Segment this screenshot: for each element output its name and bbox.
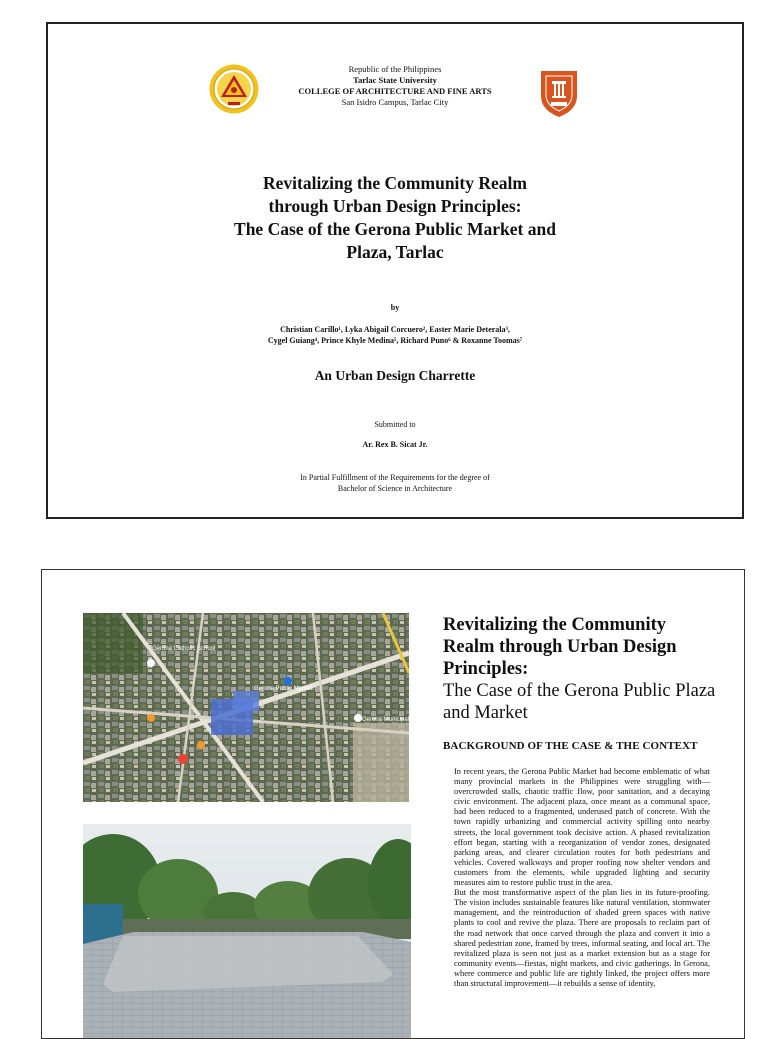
paragraph: But the most transformative aspect of the plan lies in its future-proofing. The vision includes sustainable features like natural ventilation, stormwater management, and the reintroduction of shaded green spaces with native plants to cool and revive the plaza. There are proposals to reclaim part of the road network that once carved through the plaza and convert it into a shared pedestrian zone, framed by trees, informal seating, and local art. The revitalized plaza is seen not just as a market extension but as a stage for community events—fiestas, night markets, and civic gatherings. In Gerona, where commerce and public life are tightly linked, the project offers more than structural improvement—it rebuilds a sense of identity, (454, 888, 710, 988)
plaza-photo-icon (83, 824, 411, 1039)
cover-title-line: Plaza, Tarlac (346, 242, 444, 262)
map-label: Gerona Municipal (362, 717, 410, 723)
header-university: Tarlac State University (353, 75, 437, 85)
cover-title-line: through Urban Design Principles: (268, 196, 522, 216)
article-title-line: Principles: (443, 659, 529, 679)
paragraph: In recent years, the Gerona Public Market had become emblematic of what many provincial markets in the Philippines were struggling with—overcrowded stalls, chaotic traffic flow, poor sanitation, and a decaying civic environment. The adjacent plaza, once meant as a communal space, had been reduced to a fragmented, underused patch of concrete. With the town rapidly urbanizing and commercial activity spilling onto nearby streets, the local government took decisive action. A phased revitalization effort began, starting with a reorganization of vendor zones, designated parking areas, and clearer circulation routes for both pedestrians and vehicles. Covered walkways and proper roofing now shelter vendors and customers from the elements, while upgraded lighting and security measures aim to restore public trust in the area. (454, 767, 710, 888)
aerial-map-icon (83, 613, 409, 802)
section-heading: BACKGROUND OF THE CASE & THE CONTEXT (443, 740, 698, 752)
cover-title-line: The Case of the Gerona Public Market and (234, 219, 556, 239)
authors-line-2: Cygel Guiang⁴, Prince Khyle Medina⁵, Richard Puno⁶ & Roxanne Toomas⁷ (267, 336, 523, 345)
header-republic: Republic of the Philippines (348, 64, 442, 74)
body-text (454, 767, 710, 989)
cover-subtitle: An Urban Design Charrette (314, 368, 476, 383)
submitted-to-label: Submitted to (374, 420, 416, 429)
map-label: Gerona Catholic School (152, 646, 216, 652)
adviser-name: Ar. Rex B. Sicat Jr. (362, 440, 428, 449)
article-subtitle-line: The Case of the Gerona Public Plaza (443, 681, 716, 701)
header-campus: San Isidro Campus, Tarlac City (341, 97, 449, 107)
cover-title-line: Revitalizing the Community Realm (263, 173, 527, 193)
article-title-line: Revitalizing the Community (443, 615, 667, 635)
content-page (41, 569, 745, 1039)
fulfillment-line-2: Bachelor of Science in Architecture (337, 484, 453, 493)
cover-title (48, 172, 742, 264)
article-title-line: Realm through Urban Design (443, 637, 677, 657)
cover-page (46, 22, 744, 519)
map-label: Gerona Public Market (254, 686, 313, 692)
header-college: COLLEGE OF ARCHITECTURE AND FINE ARTS (298, 86, 492, 96)
article-title (443, 614, 743, 724)
fulfillment-line-1: In Partial Fulfillment of the Requirements for the degree of (300, 473, 490, 482)
by-label: by (390, 303, 400, 312)
authors-line-1: Christian Carillo¹, Lyka Abigail Corcuero², Easter Marie Deterala³, (280, 325, 510, 334)
article-subtitle-line: and Market (443, 703, 528, 723)
